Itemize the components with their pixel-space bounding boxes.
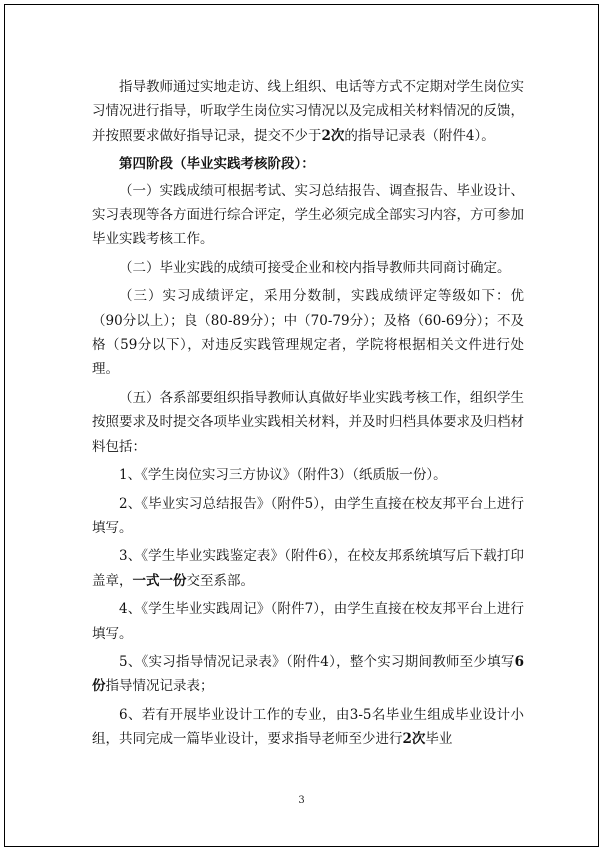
list-item-3: 3、《学生毕业实践鉴定表》（附件6），在校友邦系统填写后下载打印盖章，一式一份交至系部。 xyxy=(92,548,524,589)
list-item-6: 6、若有开展毕业设计工作的专业，由3-5名毕业生组成毕业设计小组，共同完成一篇毕业设计，要求指导老师至少进行2次毕业 xyxy=(92,706,524,748)
emphasis-2-times-design: 2次 xyxy=(402,731,426,748)
emphasis-6-copies: 6份 xyxy=(92,653,524,695)
page-number: 3 xyxy=(298,795,305,806)
list-item-1: 1、《学生岗位实习三方协议》（附件3）（纸质版一份）。 xyxy=(119,467,447,484)
list-item-4: 4、《学生毕业实践周记》（附件7），由学生直接在校友邦平台上进行填写。 xyxy=(92,601,524,642)
paragraph-item-3: （三）实习成绩评定，采用分数制，实践成绩评定等级如下：优（90分以上）；良（80-89分）；中（70-79分）；及格（60-69分）；不及格（59分以下），对违反实践管理规定者，学院将根据相关文件进行处理。 xyxy=(92,288,524,378)
page-content xyxy=(92,75,524,756)
list-item-5: 5、《实习指导情况记录表》（附件4），整个实习期间教师至少填写6份指导情况记录表； xyxy=(92,653,524,695)
stage-four-heading: 第四阶段（毕业实践考核阶段）： xyxy=(119,156,315,173)
paragraph-item-5: （五）各系部要组织指导教师认真做好毕业实践考核工作，组织学生按照要求及时提交各项毕业实践相关材料，并及时归档具体要求及归档材料包括： xyxy=(92,389,524,455)
list-item-2: 2、《毕业实习总结报告》（附件5），由学生直接在校友邦平台上进行填写。 xyxy=(92,495,524,536)
paragraph-guidance: 指导教师通过实地走访、线上组织、电话等方式不定期对学生岗位实习情况进行指导，听取学生岗位实习情况以及完成相关材料情况的反馈，并按照要求做好指导记录，提交不少于2次的指导记录表（附件4）。 xyxy=(92,79,524,144)
emphasis-2-times: 2次 xyxy=(321,127,345,144)
emphasis-one-copy: 一式一份 xyxy=(132,572,187,589)
document-page xyxy=(4,4,599,847)
paragraph-item-2: （二）毕业实践的成绩可接受企业和校内指导教师共同商讨确定。 xyxy=(119,259,511,276)
paragraph-item-1: （一）实践成绩可根据考试、实习总结报告、调查报告、毕业设计、实习表现等各方面进行综合评定，学生必须完成全部实习内容，方可参加毕业实践考核工作。 xyxy=(92,182,524,248)
